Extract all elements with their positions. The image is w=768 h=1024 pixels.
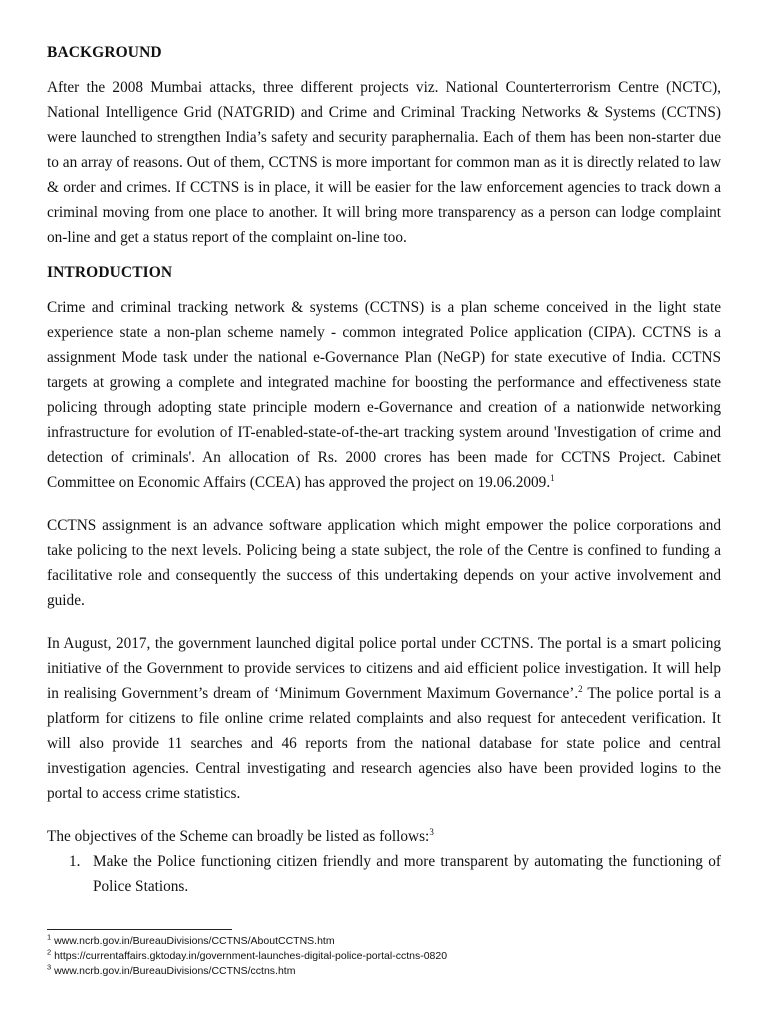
objectives-intro xyxy=(47,824,721,849)
introduction-paragraph-3-text-a: In August, 2017, the government launched digital police portal under CCTNS. The portal is a smart policing initiative of the Government to provide services to citizens and aid efficient police investigation. It will help in realising Government’s dream of ‘Minimum Government Maximum Governance’. xyxy=(47,635,721,702)
introduction-paragraph-1-text: Crime and criminal tracking network & systems (CCTNS) is a plan scheme conceived in the light state experience state a non-plan scheme namely - common integrated Police application (CIPA). CCTNS is a assignment Mode task under the national e-Governance Plan (NeGP) for state executive of India. CCTNS targets at growing a complete and integrated machine for boosting the performance and effectiveness state policing through adopting state principle modern e-Governance and creation of a nationwide networking infrastructure for evolution of IT-enabled-state-of-the-art tracking system around 'Investigation of crime and detection of criminals'. An allocation of Rs. 2000 crores has been made for CCTNS Project. Cabinet Committee on Economic Affairs (CCEA) has approved the project on 19.06.2009. xyxy=(47,299,721,491)
introduction-paragraph-3-text-b: The police portal is a platform for citizens to file online crime related complaints and also request for antecedent verification. It will also provide 11 searches and 46 reports from the national database for state police and central investigation agencies. Central investigating and research agencies also have been provided logins to the portal to access crime statistics. xyxy=(47,685,721,802)
background-paragraph: After the 2008 Mumbai attacks, three different projects viz. National Counterterrorism Centre (NCTC), National Intelligence Grid (NATGRID) and Crime and Criminal Tracking Networks & Systems (CCTNS) were launched to strengthen India’s safety and security paraphernalia. Each of them has been non-starter due to an array of reasons. Out of them, CCTNS is more important for common man as it is directly related to law & order and crimes. If CCTNS is in place, it will be easier for the law enforcement agencies to track down a criminal moving from one place to another. It will bring more transparency as a person can lodge complaint on-line and get a status report of the complaint on-line too. xyxy=(47,79,721,246)
footnote-1 xyxy=(47,934,721,949)
list-item xyxy=(47,849,721,899)
list-item-number: 1. xyxy=(69,853,81,870)
document-page xyxy=(47,40,721,899)
background-heading: BACKGROUND xyxy=(47,44,162,61)
footnote-ref-1: 1 xyxy=(550,472,555,483)
introduction-paragraph-3 xyxy=(47,631,721,806)
footnotes xyxy=(47,934,721,979)
footnote-2 xyxy=(47,949,721,964)
introduction-paragraph-1 xyxy=(47,295,721,495)
footnote-number: 2 xyxy=(47,947,52,957)
introduction-paragraph-2: CCTNS assignment is an advance software application which might empower the police corporations and take policing to the next levels. Policing being a state subject, the role of the Centre is confined to funding a facilitative role and consequently the success of this undertaking depends on your active involvement and guide. xyxy=(47,517,721,609)
footnote-ref-2: 2 xyxy=(578,683,583,694)
list-item-text: Make the Police functioning citizen friendly and more transparent by automating the functioning of Police Stations. xyxy=(93,853,721,895)
objectives-intro-text: The objectives of the Scheme can broadly be listed as follows: xyxy=(47,828,430,845)
footnote-link: www.ncrb.gov.in/BureauDivisions/CCTNS/cctns.htm xyxy=(51,965,296,977)
footnote-number: 1 xyxy=(47,932,52,942)
footnote-number: 3 xyxy=(47,962,52,972)
objectives-list xyxy=(47,849,721,899)
footnote-divider xyxy=(47,929,232,930)
footnote-3 xyxy=(47,964,721,979)
footnote-link: www.ncrb.gov.in/BureauDivisions/CCTNS/AboutCCTNS.htm xyxy=(51,935,335,947)
footnote-ref-3: 3 xyxy=(429,826,434,837)
introduction-heading: INTRODUCTION xyxy=(47,264,173,281)
footnote-link: https://currentaffairs.gktoday.in/government-launches-digital-police-portal-cctns-0820 xyxy=(51,950,448,962)
